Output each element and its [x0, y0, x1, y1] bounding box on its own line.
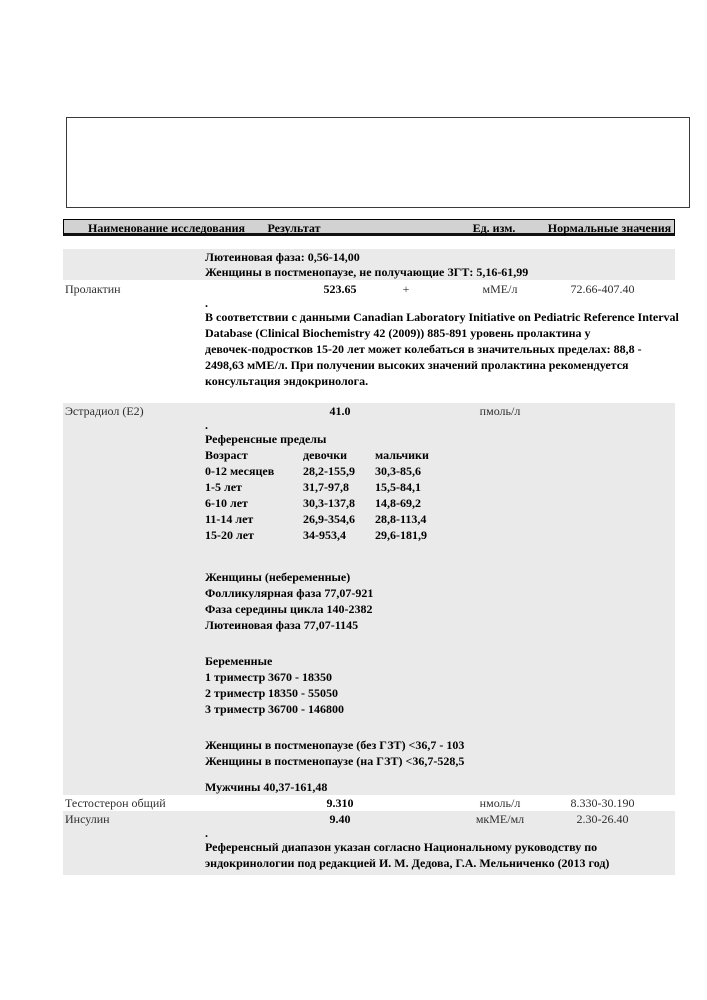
reference-table-row	[63, 495, 675, 511]
note-group-pre	[63, 249, 675, 280]
ref-col-girls: девочки	[303, 448, 348, 462]
reference-table-row	[63, 463, 675, 479]
analyte-name: Инсулин	[65, 812, 110, 826]
reference-table-header	[63, 447, 675, 463]
result-row-estradiol	[63, 403, 675, 419]
spacer	[63, 717, 675, 737]
postmenopause-line: Женщины в постменопаузе (без ГЗТ) <36,7 - 103	[205, 738, 465, 752]
ref-age: 11-14 лет	[205, 512, 254, 526]
analyte-result: 9.40	[329, 812, 351, 826]
women-range-line: Лютеиновая фаза 77,07-1145	[205, 618, 359, 632]
result-group-testosterone	[63, 795, 675, 811]
note-line: Лютеиновая фаза: 0,56-14,00	[205, 250, 360, 264]
column-header-norm: Нормальные значения	[547, 221, 672, 235]
analyte-name: Эстрадиол (Е2)	[65, 404, 144, 418]
pregnant-row	[63, 701, 675, 717]
comment-dot: .	[205, 296, 208, 310]
ref-girls-range: 30,3-137,8	[303, 496, 355, 510]
ref-girls-range: 26,9-354,6	[303, 512, 355, 526]
result-row-testosterone	[63, 795, 675, 811]
comment-line: консультация эндокринолога.	[205, 374, 369, 388]
result-row-insulin	[63, 811, 675, 827]
result-row-prolactin	[63, 281, 675, 297]
pregnant-title: Беременные	[205, 654, 273, 668]
trimester-label: 2 триместр	[205, 686, 266, 700]
postmenopause-line: Женщины в постменопаузе (на ГЗТ) <36,7-528,5	[205, 754, 465, 768]
ref-age: 1-5 лет	[205, 480, 242, 494]
ref-boys-range: 28,8-113,4	[375, 512, 427, 526]
pregnant-row	[63, 685, 675, 701]
comment-line: эндокринологии под редакцией И. М. Дедова, Г.А. Мельниченко (2013 год)	[205, 856, 610, 870]
reference-table-row	[63, 511, 675, 527]
comment-dot: .	[205, 826, 208, 840]
ref-girls-range: 34-953,4	[303, 528, 346, 542]
ref-boys-range: 15,5-84,1	[375, 480, 421, 494]
spacer	[63, 769, 675, 779]
comment-line: девочек-подростков 15-20 лет может колебаться в значительных пределах: 88,8 -	[205, 342, 642, 356]
result-group-estradiol	[63, 403, 675, 795]
reference-table-row	[63, 479, 675, 495]
abnormal-flag: +	[402, 282, 410, 296]
ref-boys-range: 30,3-85,6	[375, 464, 421, 478]
column-header-unit: Ед. изм.	[472, 221, 516, 235]
analyte-result: 41.0	[329, 404, 351, 418]
analyte-norm: 8.330-30.190	[570, 796, 635, 810]
spacer	[63, 543, 675, 569]
ref-girls-range: 31,7-97,8	[303, 480, 349, 494]
analyte-name: Пролактин	[65, 282, 121, 296]
analyte-name: Тестостерон общий	[65, 796, 166, 810]
ref-boys-range: 29,6-181,9	[375, 528, 427, 542]
women-title: Женщины (небеременные)	[205, 570, 351, 584]
ref-boys-range: 14,8-69,2	[375, 496, 421, 510]
reference-table-row	[63, 527, 675, 543]
column-header-result: Результат	[267, 221, 321, 235]
ref-girls-range: 28,2-155,9	[303, 464, 355, 478]
analyte-norm: 72.66-407.40	[570, 282, 635, 296]
ref-age: 15-20 лет	[205, 528, 254, 542]
ref-age: 6-10 лет	[205, 496, 248, 510]
trimester-range: 3670 - 18350	[268, 670, 332, 684]
analyte-unit: пмоль/л	[479, 404, 521, 418]
trimester-range: 18350 - 55050	[268, 686, 338, 700]
pregnant-row	[63, 669, 675, 685]
trimester-label: 1 триместр	[205, 670, 266, 684]
spacer	[63, 633, 675, 653]
analyte-result: 523.65	[323, 282, 357, 296]
trimester-label: 3 триместр	[205, 702, 266, 716]
trimester-range: 36700 - 146800	[268, 702, 344, 716]
analyte-unit: мкМЕ/мл	[475, 812, 525, 826]
comment-line: Database (Clinical Biochemistry 42 (2009)) 885-891 уровень пролактина у	[205, 326, 591, 340]
women-range-line: Фолликулярная фаза 77,07-921	[205, 586, 374, 600]
comment-line: Референсный диапазон указан согласно Национальному руководству по	[205, 840, 598, 854]
table-header	[63, 219, 675, 236]
ref-col-boys: мальчики	[375, 448, 429, 462]
ref-age: 0-12 месяцев	[205, 464, 275, 478]
analyte-unit: нмоль/л	[479, 796, 521, 810]
analyte-unit: мМЕ/л	[482, 282, 518, 296]
result-group-insulin	[63, 811, 675, 875]
comment-line: 2498,63 мМЕ/л. При получении высоких значений пролактина рекомендуется	[205, 358, 629, 372]
men-range-line: Мужчины 40,37-161,48	[205, 780, 328, 794]
analyte-norm: 2.30-26.40	[576, 812, 629, 826]
comment-dot: .	[205, 418, 208, 432]
letterhead-box	[66, 117, 690, 208]
ref-col-age: Возраст	[205, 448, 248, 462]
column-header-name: Наименование исследования	[88, 221, 246, 235]
result-group-prolactin	[63, 281, 679, 403]
analyte-result: 9.310	[326, 796, 354, 810]
note-line: Женщины в постменопаузе, не получающие ЗГТ: 5,16-61,99	[205, 265, 529, 279]
women-range-line: Фаза середины цикла 140-2382	[205, 602, 373, 616]
comment-line: В соответствии с данными Canadian Laboratory Initiative on Pediatric Reference Interval	[205, 310, 679, 324]
reference-title: Референсные пределы	[205, 432, 327, 446]
